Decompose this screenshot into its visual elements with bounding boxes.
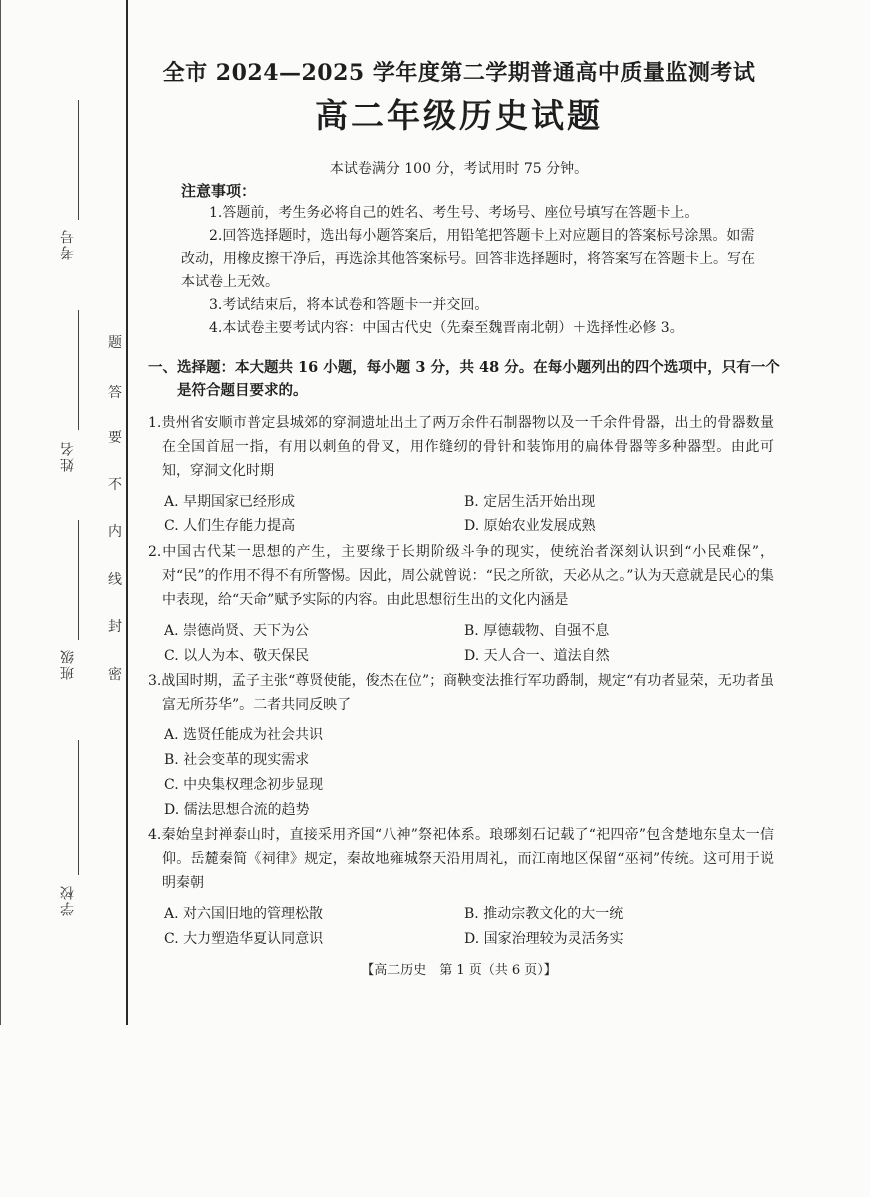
paper-title: 高二年级历史试题 xyxy=(315,96,603,135)
question-option[interactable]: C. 中央集权理念初步显现 xyxy=(164,777,324,793)
seal-char: 要 xyxy=(108,430,122,446)
question-option[interactable]: B. 厚德载物、自强不息 xyxy=(464,623,610,639)
seal-char: 内 xyxy=(108,524,122,540)
binding-line xyxy=(126,0,128,1025)
exam-info: 本试卷满分 100 分，考试用时 75 分钟。 xyxy=(329,161,589,177)
question-option[interactable]: B. 定居生活开始出现 xyxy=(464,494,596,510)
school-label: 学校 xyxy=(60,884,76,916)
notice-item: 4.本试卷主要考试内容：中国古代史（先秦至魏晋南北朝）＋选择性必修 3。 xyxy=(209,320,684,336)
seal-char: 答 xyxy=(108,385,122,401)
question-option[interactable]: C. 人们生存能力提高 xyxy=(164,518,296,534)
question-option[interactable]: C. 大力塑造华夏认同意识 xyxy=(164,931,324,947)
seal-char: 不 xyxy=(108,477,122,493)
seal-char: 密 xyxy=(108,667,122,683)
student-id-blank[interactable] xyxy=(78,100,79,220)
question-option[interactable]: A. 崇德尚贤、天下为公 xyxy=(164,623,310,639)
question-option[interactable]: A. 早期国家已经形成 xyxy=(164,494,296,510)
exam-title: 全市 2024—2025 学年度第二学期普通高中质量监测考试 xyxy=(162,60,756,86)
question-option[interactable]: D. 原始农业发展成熟 xyxy=(464,518,596,534)
school-blank[interactable] xyxy=(78,740,79,875)
class-label: 班级 xyxy=(60,648,76,680)
student-id-label: 考号 xyxy=(60,228,76,260)
section-heading: 一、选择题：本大题共 16 小题，每小题 3 分，共 48 分。在每小题列出的四个选项中，只有一个是符合题目要求的。 xyxy=(148,359,780,399)
seal-char: 线 xyxy=(108,572,122,588)
class-blank[interactable] xyxy=(78,520,79,640)
question-option[interactable]: D. 国家治理较为灵活务实 xyxy=(464,931,624,947)
notice-heading: 注意事项： xyxy=(181,182,257,200)
question-option[interactable]: B. 推动宗教文化的大一统 xyxy=(464,906,624,922)
seal-char: 封 xyxy=(108,619,122,635)
question-option[interactable]: C. 以人为本、敬天保民 xyxy=(164,648,310,664)
margin-line xyxy=(0,0,1,1025)
question-stem: 4.秦始皇封禅泰山时，直接采用齐国“八神”祭祀体系。琅琊刻石记载了“祀四帝”包含楚地东皇太一信仰。岳麓秦简《祠律》规定，秦故地雍城祭天沿用周礼，而江南地区保留“巫祠”传统。这可用于说明秦朝 xyxy=(148,827,774,891)
notice-item: 2.回答选择题时，选出每小题答案后，用铅笔把答题卡上对应题目的答案标号涂黑。如需改动，用橡皮擦干净后，再选涂其他答案标号。回答非选择题时，将答案写在答题卡上。写在本试卷上无效。 xyxy=(181,228,755,290)
seal-char: 题 xyxy=(108,335,122,351)
question-option[interactable]: D. 儒法思想合流的趋势 xyxy=(164,802,310,818)
question-option[interactable]: A. 对六国旧地的管理松散 xyxy=(164,906,324,922)
question-stem: 2.中国古代某一思想的产生，主要缘于长期阶级斗争的现实，使统治者深刻认识到“小民难保”，对“民”的作用不得不有所警惕。因此，周公就曾说：“民之所欲，天必从之。”认为天意就是民心的集中表现，给“天命”赋予实际的内容。由此思想衍生出的文化内涵是 xyxy=(148,544,774,608)
question-stem: 3.战国时期，孟子主张“尊贤使能，俊杰在位”；商鞅变法推行军功爵制，规定“有功者显荣，无功者虽富无所芬华”。二者共同反映了 xyxy=(148,673,774,713)
notice-item: 3.考试结束后，将本试卷和答题卡一并交回。 xyxy=(209,297,489,313)
name-label: 姓名 xyxy=(60,440,76,472)
page-footer: 【高二历史 第 1 页（共 6 页）】 xyxy=(361,963,557,978)
question-option[interactable]: D. 天人合一、道法自然 xyxy=(464,648,610,664)
question-option[interactable]: A. 选贤任能成为社会共识 xyxy=(164,727,324,743)
question-stem: 1.贵州省安顺市普定县城郊的穿洞遗址出土了两万余件石制器物以及一千余件骨器，出土的骨器数量在全国首屈一指，有用以刺鱼的骨叉，用作缝纫的骨针和装饰用的扁体骨器等多种器型。由此可知，穿洞文化时期 xyxy=(148,415,774,479)
notice-item: 1.答题前，考生务必将自己的姓名、考生号、考场号、座位号填写在答题卡上。 xyxy=(209,205,699,221)
question-option[interactable]: B. 社会变革的现实需求 xyxy=(164,752,310,768)
name-blank[interactable] xyxy=(78,310,79,430)
